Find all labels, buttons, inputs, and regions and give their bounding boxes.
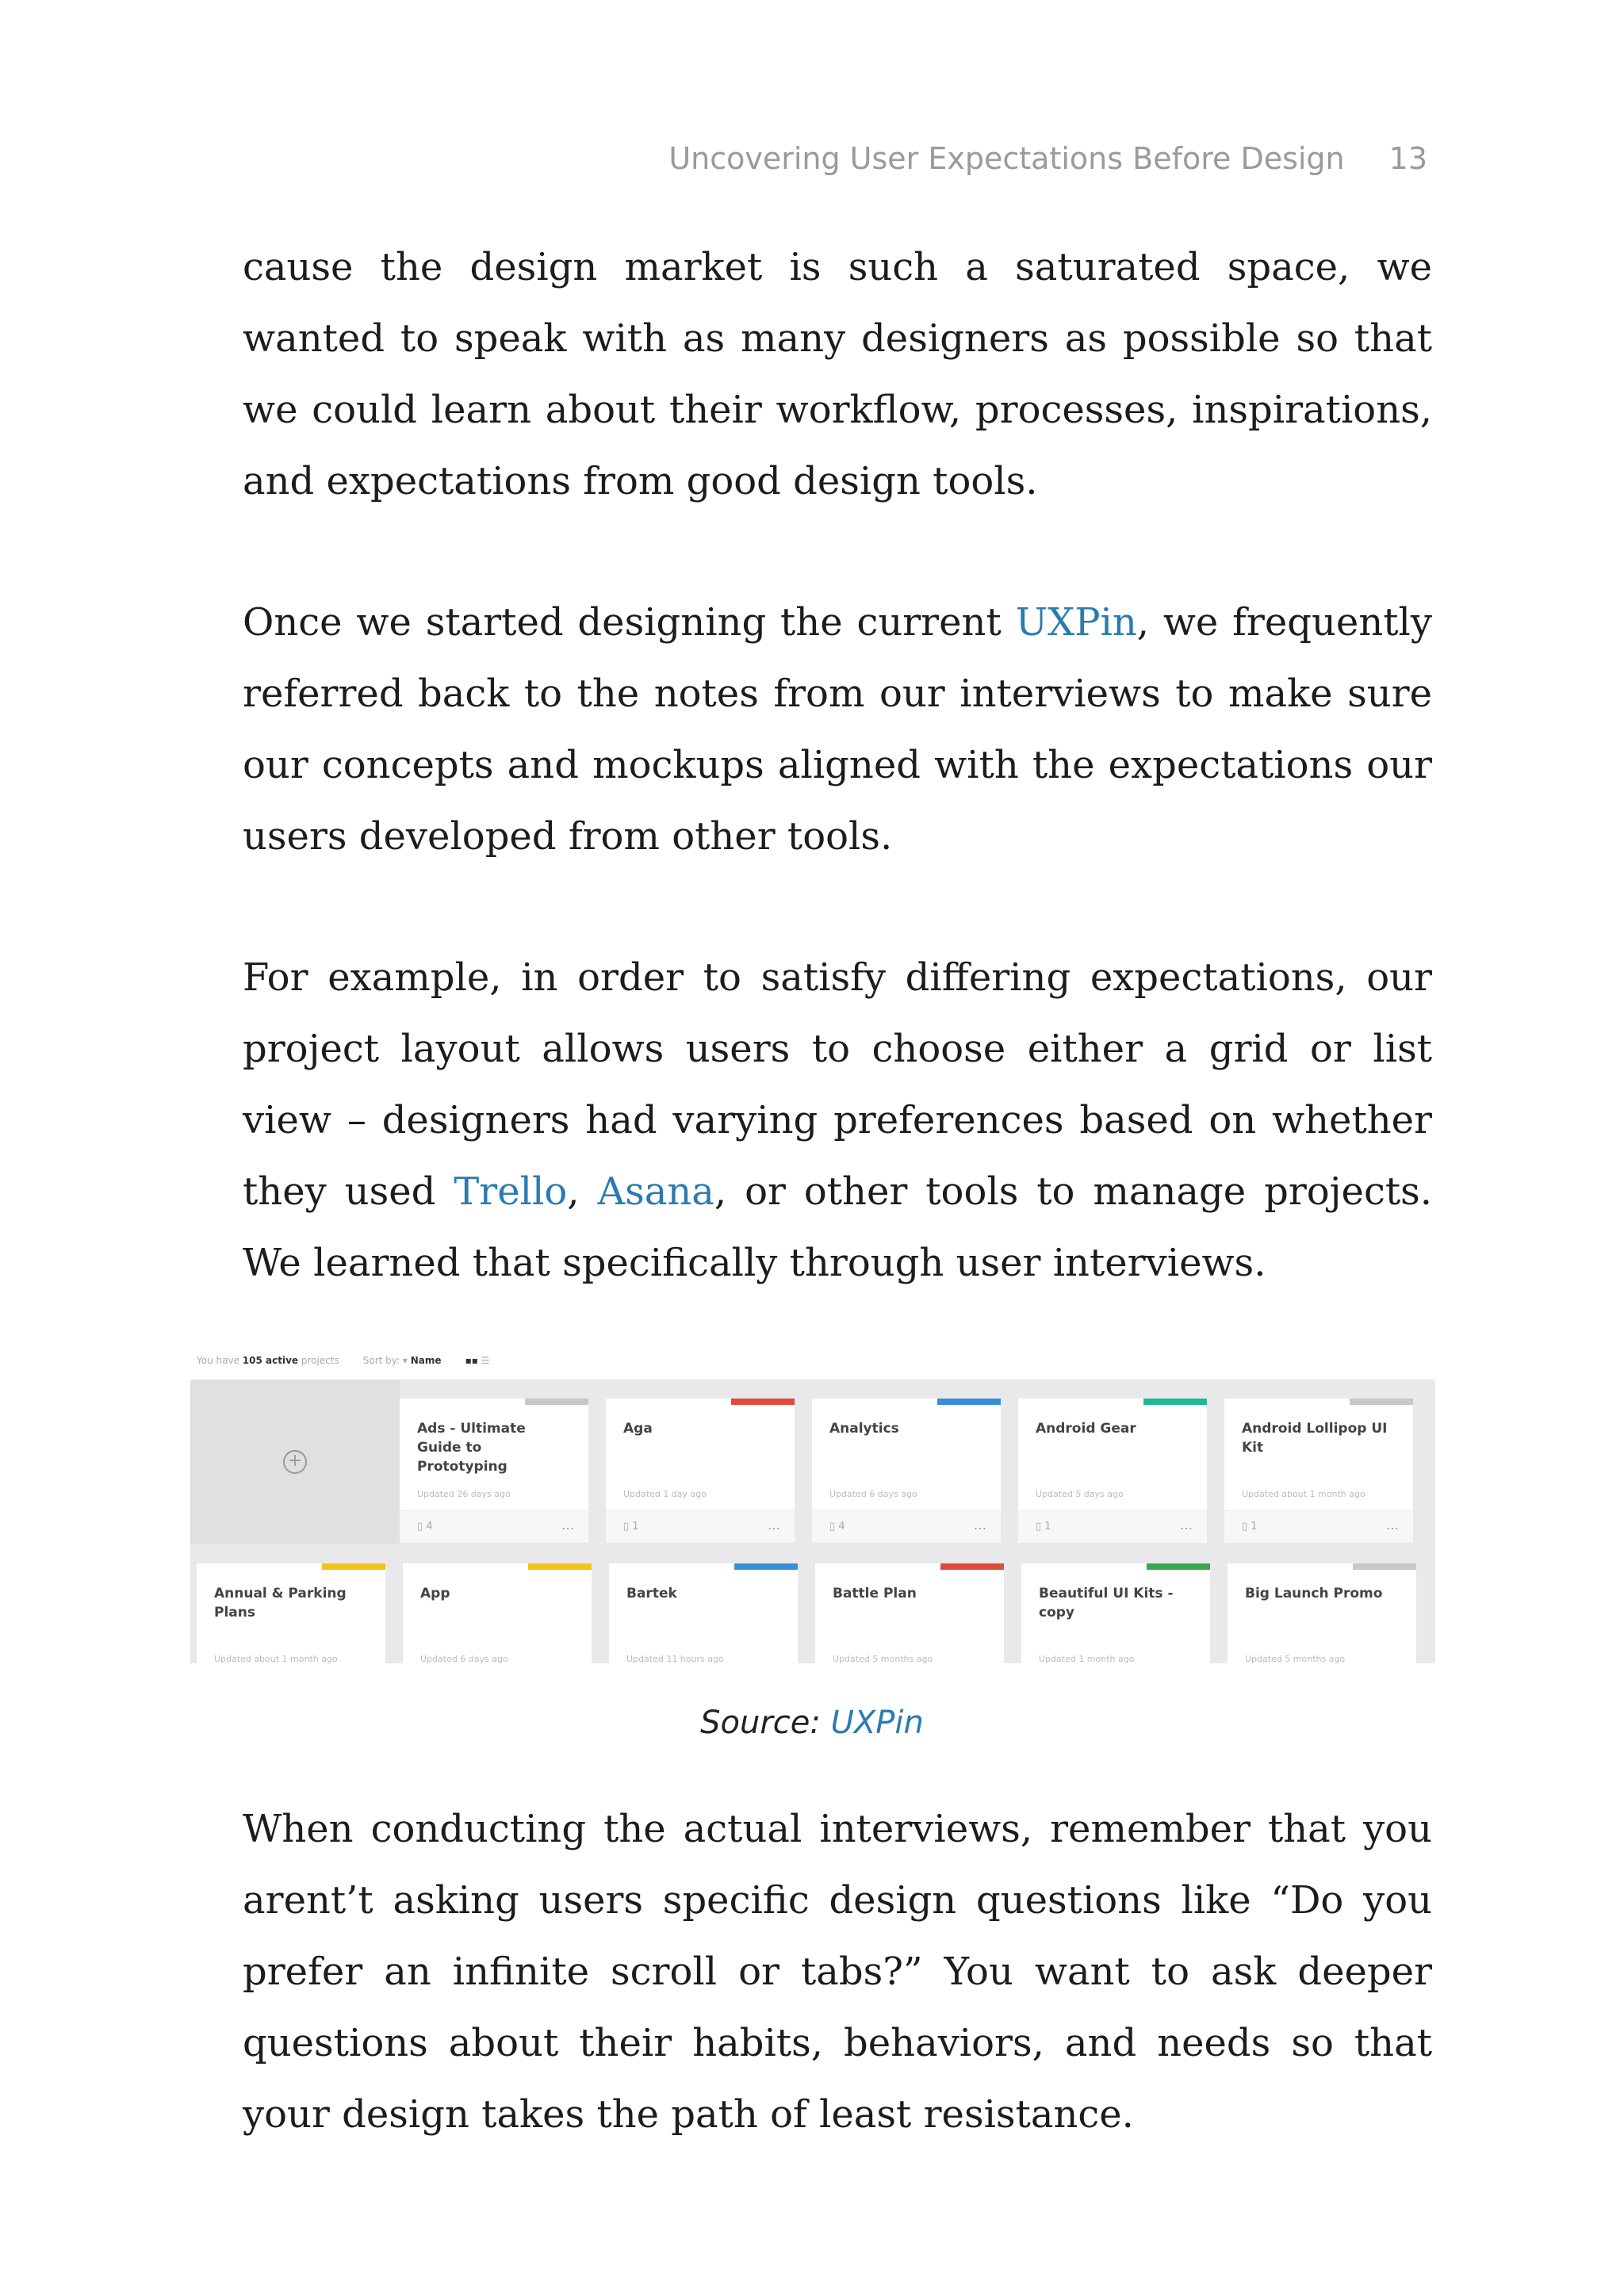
card-title: Battle Plan	[833, 1586, 917, 1601]
card-title: Ads - Ultimate Guide to Prototyping	[417, 1421, 526, 1475]
paragraph-4: When conducting the actual interviews, remember that you arent’t asking users specific design questions like “Do you prefer an infinite scroll or tabs?” You want to ask deeper questions about their habits, behaviors, and needs so that your design takes the path of least resistance.	[243, 1807, 1432, 2137]
screenshot-toolbar	[197, 1351, 489, 1370]
more-options-icon: …	[561, 1517, 574, 1533]
card-updated: Updated 11 hours ago	[626, 1654, 724, 1663]
card-updated: Updated 1 day ago	[623, 1489, 707, 1499]
project-card	[1018, 1399, 1207, 1543]
running-header-title: Uncovering User Expectations Before Design	[668, 141, 1345, 176]
card-updated: Updated about 1 month ago	[214, 1654, 338, 1663]
card-updated: Updated 6 days ago	[420, 1654, 508, 1663]
card-title: Big Launch Promo	[1245, 1586, 1383, 1601]
add-circle-icon: +	[283, 1450, 307, 1474]
card-title: App	[420, 1586, 450, 1601]
running-header	[668, 141, 1427, 176]
page-number: 13	[1388, 141, 1427, 176]
more-options-icon: …	[974, 1517, 986, 1533]
project-card	[1224, 1399, 1413, 1543]
document-icon: ▯ 1	[1036, 1521, 1051, 1533]
card-updated: Updated 6 days ago	[829, 1489, 917, 1499]
card-updated: Updated about 1 month ago	[1242, 1489, 1365, 1499]
more-options-icon: …	[1180, 1517, 1193, 1533]
card-color-stripe	[940, 1563, 1004, 1570]
card-color-stripe	[1353, 1563, 1416, 1570]
asana-link[interactable]: Asana	[597, 1169, 714, 1214]
document-icon: ▯ 4	[829, 1521, 845, 1533]
sort-value: Name	[410, 1355, 442, 1366]
paragraph-1: cause the design market is such a saturated space, we wanted to speak with as many designers as possible so that we could learn about their workflow, processes, inspirations, and expectations from good design tools.	[243, 245, 1432, 503]
card-footer	[1224, 1510, 1413, 1543]
card-color-stripe	[937, 1399, 1001, 1405]
sort-control	[363, 1355, 442, 1366]
grid-view-icon: ▪▪	[465, 1355, 478, 1366]
figure-caption	[0, 1705, 1624, 1741]
document-icon: ▯ 4	[417, 1521, 433, 1533]
project-card	[812, 1399, 1001, 1543]
paragraph-2-text-b: , we frequently referred back to the notes from our interviews to make sure our concepts and mockups aligned with the expectations our users developed from other tools.	[243, 600, 1433, 859]
card-updated: Updated 1 month ago	[1039, 1654, 1135, 1663]
project-card	[1228, 1563, 1416, 1663]
project-card	[197, 1563, 385, 1663]
card-updated: Updated 26 days ago	[417, 1489, 511, 1499]
card-color-stripe	[734, 1563, 798, 1570]
project-card	[606, 1399, 795, 1543]
paragraph-2-text-a: Once we started designing the current	[243, 600, 1016, 645]
uxpin-screenshot	[190, 1346, 1435, 1663]
document-icon: ▯ 1	[623, 1521, 639, 1533]
paragraph-3	[243, 942, 1432, 1299]
paragraph-2	[243, 587, 1432, 872]
count-suffix: projects	[301, 1355, 339, 1366]
card-footer	[1018, 1510, 1207, 1543]
sort-arrow-icon: ▾	[402, 1355, 408, 1366]
card-color-stripe	[525, 1399, 588, 1405]
project-card	[815, 1563, 1004, 1663]
caption-prefix: Source:	[700, 1705, 831, 1741]
count-prefix: You have	[197, 1355, 239, 1366]
card-title: Aga	[623, 1421, 653, 1437]
card-color-stripe	[1143, 1399, 1207, 1405]
card-title: Android Lollipop UI Kit	[1242, 1421, 1388, 1456]
document-icon: ▯ 1	[1242, 1521, 1258, 1533]
uxpin-link[interactable]: UXPin	[1015, 600, 1137, 645]
paragraph-3-sep: ,	[567, 1169, 598, 1214]
card-updated: Updated 5 months ago	[833, 1654, 933, 1663]
card-footer	[606, 1510, 795, 1543]
paragraph-3-text-b: , or other tools to manage projects. We learned that specifically through user interviews.	[243, 1169, 1433, 1285]
paragraph-3-text-a: For example, in order to satisfy differing expectations, our project layout allows users to choose either a grid or list view – designers had varying preferences based on whether they used	[243, 955, 1432, 1214]
card-title: Android Gear	[1036, 1421, 1136, 1437]
sort-label: Sort by:	[362, 1355, 400, 1366]
project-card	[1021, 1563, 1210, 1663]
more-options-icon: …	[1386, 1517, 1399, 1533]
project-card	[609, 1563, 798, 1663]
card-title: Annual & Parking Plans	[214, 1586, 347, 1621]
card-title: Analytics	[829, 1421, 899, 1437]
card-title: Beautiful UI Kits - copy	[1039, 1586, 1174, 1621]
add-project-tile	[190, 1380, 400, 1544]
card-color-stripe	[528, 1563, 592, 1570]
project-card	[403, 1563, 592, 1663]
card-footer	[400, 1510, 588, 1543]
view-toggle	[465, 1355, 490, 1366]
card-title: Bartek	[626, 1586, 677, 1601]
project-count	[197, 1355, 339, 1366]
card-color-stripe	[322, 1563, 385, 1570]
trello-link[interactable]: Trello	[454, 1169, 568, 1214]
card-footer	[812, 1510, 1001, 1543]
card-color-stripe	[731, 1399, 795, 1405]
caption-link[interactable]: UXPin	[830, 1705, 924, 1741]
project-grid	[190, 1380, 1435, 1663]
card-color-stripe	[1350, 1399, 1413, 1405]
count-value: 105 active	[242, 1355, 299, 1366]
project-card	[400, 1399, 588, 1543]
card-color-stripe	[1147, 1563, 1210, 1570]
card-updated: Updated 5 days ago	[1036, 1489, 1124, 1499]
list-view-icon: ☰	[481, 1355, 490, 1366]
card-updated: Updated 5 months ago	[1245, 1654, 1346, 1663]
more-options-icon: …	[768, 1517, 780, 1533]
